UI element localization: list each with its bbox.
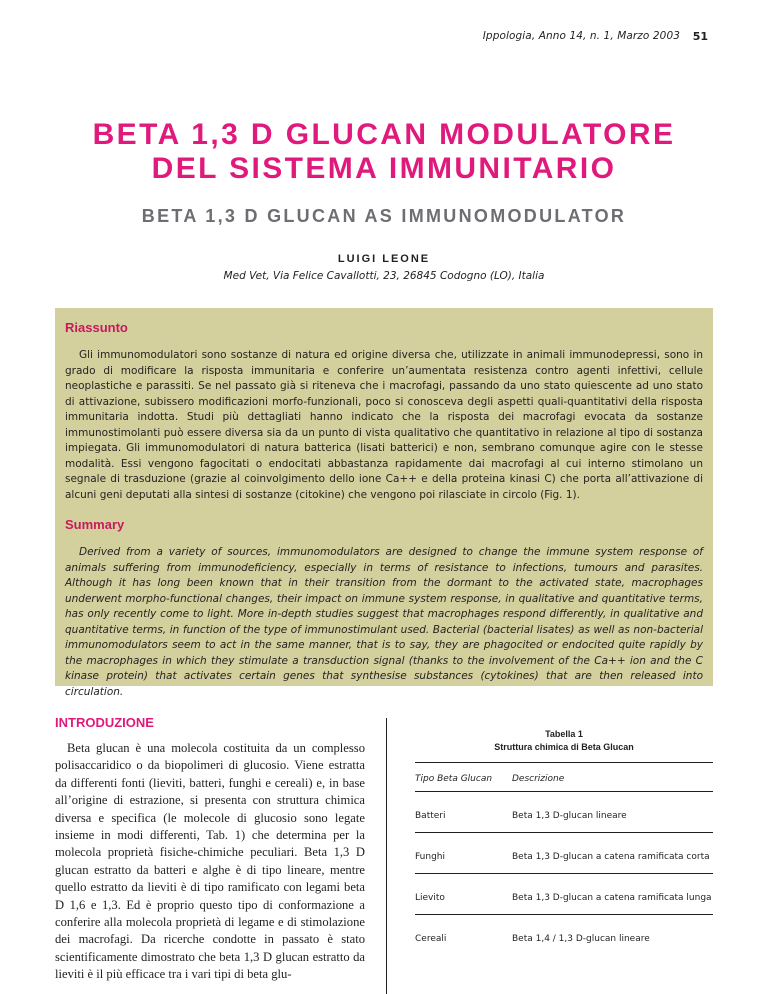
- introduzione-text: Beta glucan è una molecola costituita da un complesso polisaccaridico o da biopolimeri di glucosio. Viene estratta da differenti fonti (lieviti, batteri, funghi e cereali) e, in base all’origine di estrazione, si presenta con struttura chimica diversa e specifica (le molecole di glucosio sono legate insieme in modi differenti, Tab. 1) che determina per la molecola proprietà fisiche-chimiche peculiari. Beta 1,3 D glucan estratto da batteri e alghe è di tipo lineare, mentre quello estratto da lieviti è di tipo ramificato con legami beta D 1,6 e 1,3. Ed è proprio questo tipo di conformazione a conferire alla molecola proprietà di legame e di stimolazione dei macrofagi. Da ricerche condotte in passato è stato scientificamente dimostrato che beta 1,3 D glucan estratto da lieviti è il più efficace tra i vari tipi di beta glu-: [55, 741, 365, 982]
- table-cell-tipo: Cereali: [415, 934, 447, 944]
- riassunto-heading: Riassunto: [65, 320, 128, 335]
- table-cell-tipo: Lievito: [415, 893, 445, 903]
- table-caption: [415, 728, 713, 754]
- introduzione-heading: INTRODUZIONE: [55, 715, 154, 730]
- table-row: [415, 915, 713, 955]
- author-name: LUIGI LEONE: [337, 253, 431, 265]
- table-1: [415, 728, 713, 955]
- summary-text: Derived from a variety of sources, immunomodulators are designed to change the immune system response of animals suffering from immunodeficiency, especially in terms of resistance to infections, tumours and parasites. Although it has long been known that in their transition from the dormant to the activated state, macrophages underwent morpho-functional changes, their impact on immune system response, in qualitative and quantitative terms, has only recently come to light. More in-depth studies suggest that macrophages respond differently, in qualitative and quantitative terms, in function of the type of immunostimulant used. Bacterial (bacterial lisates) as well as non-bacterial immunomodulators seem to act in the same manner, that is to say, they are phagocited or endocited quite rapidly by the macrophages in which they stimulate a transduction signal (thanks to the involvement of the Ca++ ion and the C kinase protein) that activates certain genes that synthesise substances (cytokines) that are then released into circulation.: [65, 546, 703, 698]
- table-cell-descrizione: Beta 1,3 D-glucan a catena ramificata lunga: [512, 893, 712, 903]
- table-row: [415, 874, 713, 914]
- table-cell-tipo: Funghi: [415, 852, 446, 862]
- riassunto-text: Gli immunomodulatori sono sostanze di natura ed origine diversa che, utilizzate in animali immunodepressi, sono in grado di modificare la risposta immunitaria e conferire un’aumentata resistenza contro agenti infettivi, cellule neoplastiche e parassiti. Se nel passato già si riteneva che i macrofagi, passando da uno stato quiescente ad uno stato di attivazione, subissero modificazioni morfo-funzionali, poco si conosceva degli aspetti quali-quantitativi della risposta immunitaria indotta. Studi più dettagliati hanno indicato che la risposta dei macrofagi evocata da sostanze immunostimolanti può essere diversa sia da un punto di vista qualitativo che quantitativo in relazione al tipo di sostanza impiegata. Gli immunomodulatori di natura batterica (lisati batterici) e non, sembrano comunque agire con le stesse modalità. Essi vengono fagocitati o endocitati abbastanza rapidamente dai macrofagi al cui interno stimolano un segnale di trasduzione (grazie al coinvolgimento dello ione Ca++ e della proteina kinasi C) che porta all’attivazione di alcuni geni deputati alla sintesi di sostanze (citokine) che vengono poi rilasciate in circolo (Fig. 1).: [65, 349, 703, 501]
- article-title: [0, 118, 768, 186]
- table-cell-descrizione: Beta 1,4 / 1,3 D-glucan lineare: [512, 934, 650, 944]
- author-affiliation: Med Vet, Via Felice Cavallotti, 23, 26845 Codogno (LO), Italia: [223, 270, 545, 282]
- page-number: 51: [692, 30, 708, 43]
- abstract-box: [55, 308, 713, 698]
- table-row: [415, 833, 713, 873]
- column-divider: [386, 718, 387, 994]
- table-cell-descrizione: Beta 1,3 D-glucan lineare: [512, 811, 627, 821]
- running-header: [0, 30, 768, 48]
- table-caption-number: Tabella 1: [545, 729, 583, 739]
- summary-heading: Summary: [65, 517, 125, 532]
- table-row: [415, 792, 713, 832]
- table-caption-title: Struttura chimica di Beta Glucan: [494, 742, 634, 752]
- table-cell-tipo: Batteri: [415, 811, 446, 821]
- left-column: [55, 715, 365, 984]
- table-cell-descrizione: Beta 1,3 D-glucan a catena ramificata corta: [512, 852, 710, 862]
- article-subtitle: BETA 1,3 D GLUCAN AS IMMUNOMODULATOR: [141, 206, 627, 226]
- table-header-row: [415, 763, 713, 791]
- table-header-tipo: Tipo Beta Glucan: [415, 774, 493, 784]
- table-header-descrizione: Descrizione: [512, 774, 565, 784]
- article-title-line-1: BETA 1,3 D GLUCAN MODULATORE: [92, 118, 676, 151]
- journal-citation: Ippologia, Anno 14, n. 1, Marzo 2003: [482, 30, 680, 42]
- article-title-line-2: DEL SISTEMA IMMUNITARIO: [151, 152, 617, 185]
